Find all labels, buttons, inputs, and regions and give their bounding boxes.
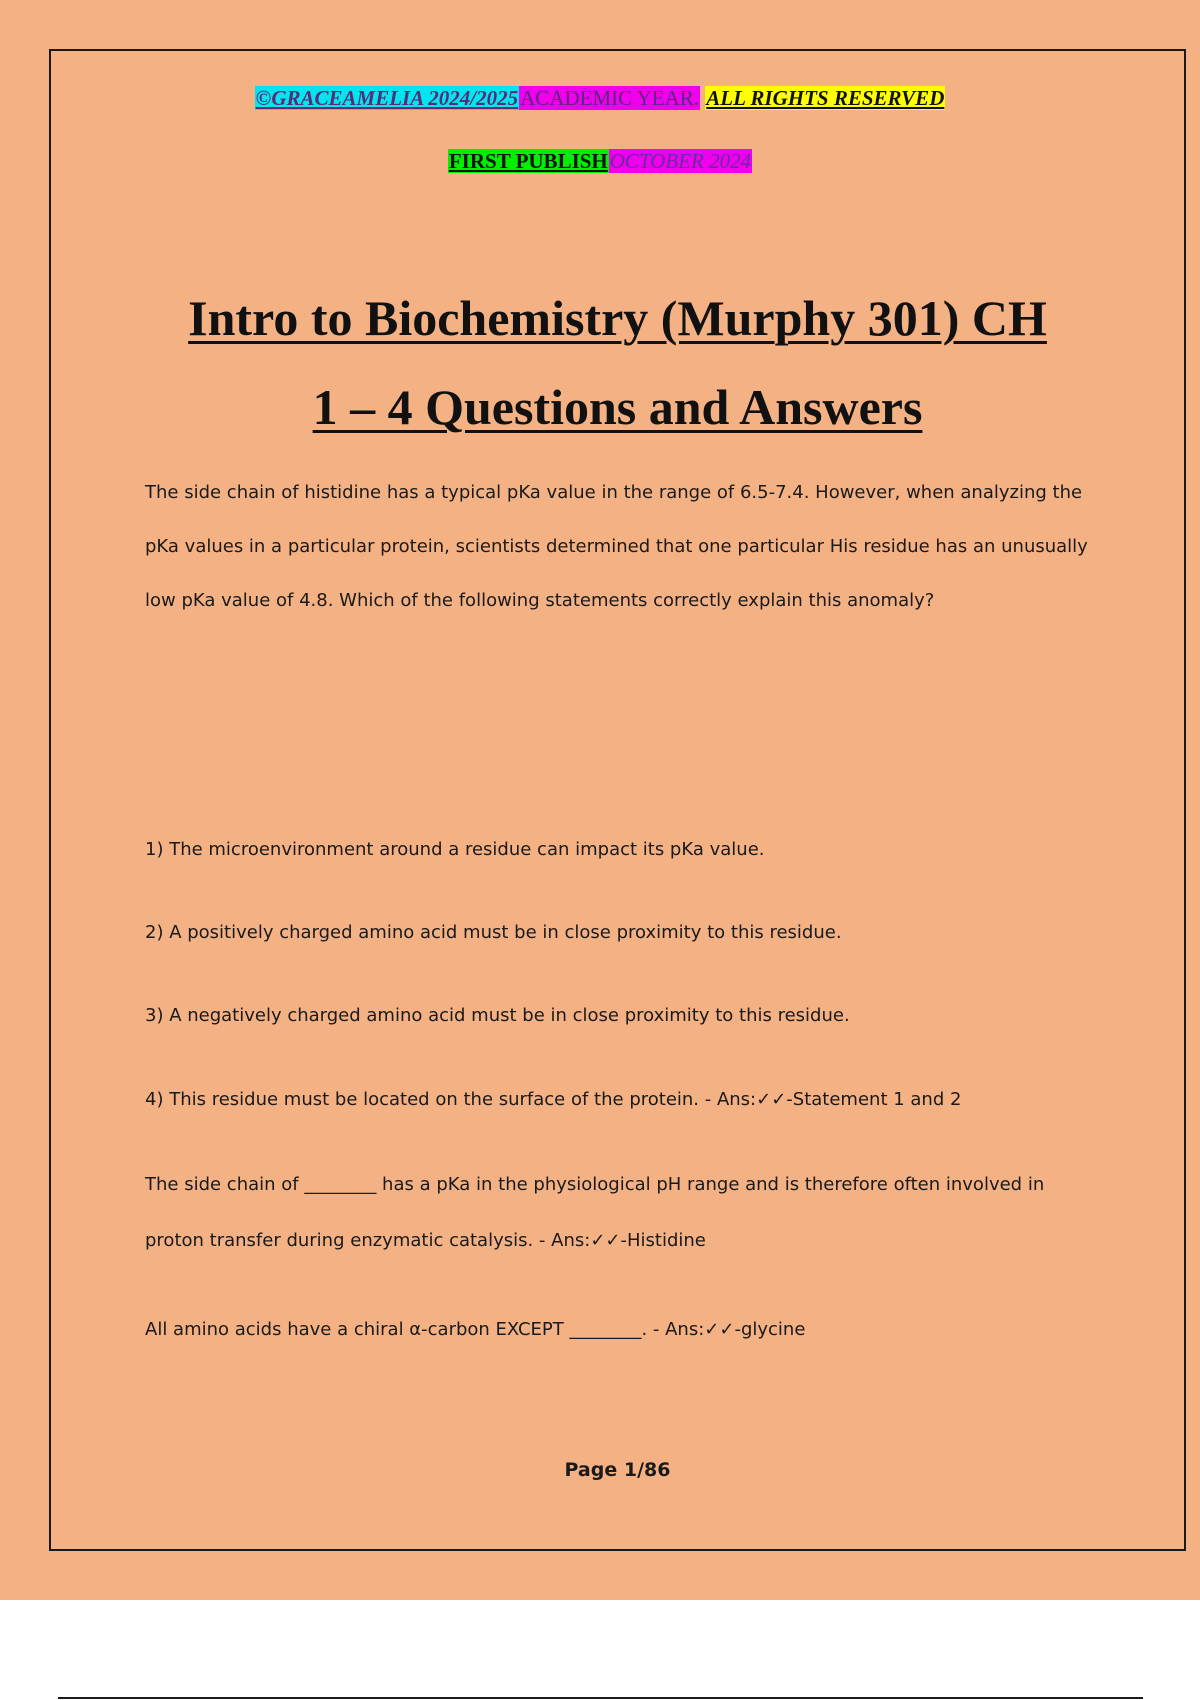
question2-line2: proton transfer during enzymatic catalysis. - Ans:✓✓-Histidine	[145, 1230, 706, 1251]
academic-year-label: ACADEMIC YEAR.	[520, 86, 700, 110]
statement-1: 1) The microenvironment around a residue can impact its pKa value.	[145, 839, 765, 860]
first-publish-label: FIRST PUBLISH	[448, 149, 608, 173]
question1-line2: pKa values in a particular protein, scientists determined that one particular His residue has an unusually	[145, 536, 1088, 557]
question2-line1: The side chain of ________ has a pKa in the physiological pH range and is therefore often involved in	[145, 1174, 1045, 1195]
document-title-line2	[0, 377, 1200, 437]
title-text-1: Intro to Biochemistry (Murphy 301) CH	[188, 290, 1047, 346]
question1-line1: The side chain of histidine has a typical pKa value in the range of 6.5-7.4. However, when analyzing the	[145, 482, 1083, 503]
publish-date: OCTOBER 2024	[609, 149, 752, 173]
document-title-line1	[0, 288, 1200, 348]
page-number: Page 1/86	[564, 1459, 671, 1481]
next-page-divider	[58, 1697, 1143, 1699]
copyright-notice: ©GRACEAMELIA 2024/2025	[255, 86, 519, 110]
statement-3: 3) A negatively charged amino acid must be in close proximity to this residue.	[145, 1005, 850, 1026]
statement-2: 2) A positively charged amino acid must be in close proximity to this residue.	[145, 922, 842, 943]
question3-line1: All amino acids have a chiral α-carbon EXCEPT ________. - Ans:✓✓-glycine	[145, 1319, 806, 1340]
copyright-header	[0, 85, 1200, 111]
title-text-2: 1 – 4 Questions and Answers	[312, 379, 923, 435]
publish-header	[0, 148, 1200, 174]
rights-reserved-label: ALL RIGHTS RESERVED	[706, 86, 945, 110]
question1-line3: low pKa value of 4.8. Which of the following statements correctly explain this anomaly?	[145, 590, 935, 611]
statement-4: 4) This residue must be located on the surface of the protein. - Ans:✓✓-Statement 1 and 2	[145, 1089, 962, 1110]
